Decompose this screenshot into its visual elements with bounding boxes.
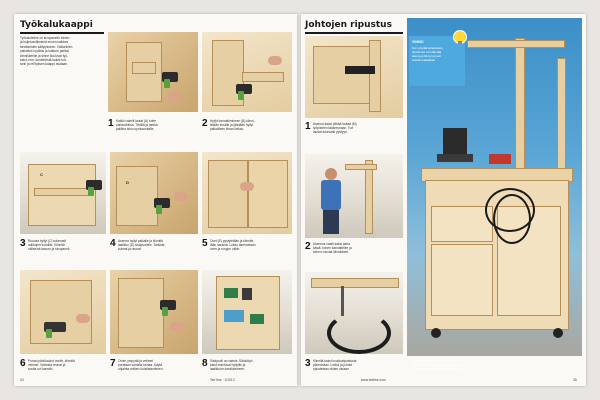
step-1-number: 1 <box>108 118 114 129</box>
step-5-photo <box>202 152 292 234</box>
left-folio-number: 34 <box>20 378 24 382</box>
step-8-caption: Sisäpuoli on valmis. Sähkötyö- kalut mahtuvat hyllyille ja laatikkoon tarvikkeineen. <box>210 359 254 372</box>
ripustus-step-2-photo <box>305 154 403 238</box>
ripustus-step-2-number: 2 <box>305 241 311 252</box>
tip-text: Kun pöytää kuljetetaan, ripustimet voi kääntää alas ja johdot pysyvät siististi paikallaan. <box>412 46 444 62</box>
left-title-rule <box>20 32 104 34</box>
step-6-number: 6 <box>20 358 26 369</box>
left-folio-issue: Tee Itse · 1/2013 <box>210 378 235 382</box>
step-8-number: 8 <box>202 358 208 369</box>
right-folio-number: 35 <box>573 378 577 382</box>
step-7-number: 7 <box>110 358 116 369</box>
right-section-title: Johtojen ripustus <box>305 20 392 30</box>
step-3-photo: C <box>20 152 106 234</box>
step-6-caption: Poraa työntöaukot ovelle, kiinnitä vetimet. Vahvista reunat ja sovita ovi karmiin. <box>28 359 75 372</box>
step-4-photo: D <box>110 152 198 234</box>
ripustus-step-3-number: 3 <box>305 358 311 369</box>
right-folio-site: www.teeitse.com <box>361 378 386 382</box>
step-6-photo <box>20 270 106 354</box>
lightbulb-icon <box>453 30 467 44</box>
step-2-photo <box>202 32 292 112</box>
tip-heading: VINKKI <box>412 40 424 44</box>
step-3-caption: Ruuvaa hyllyt (C) tukevasti aukkojen kohdille. Kiinnitä väliseinä tasoon ja sivupaneli. <box>28 239 71 252</box>
workbench-cart-caption: Kiinteä työpiste liikkuu kätevästi pyörien ansiosta, ja johdot pysyvät ripustimien avulla poissa lattialta. <box>414 359 463 372</box>
step-5-number: 5 <box>202 238 208 249</box>
step-3-number: 3 <box>20 238 26 249</box>
ripustus-step-1-caption: Asenna kaksi pitkää lautaa (M) työpisteen takareunaan. Tue laudat tukevasti pystyyn. <box>313 122 357 135</box>
step-8-photo <box>202 270 292 354</box>
left-section-title: Työkalukaappi <box>20 20 93 30</box>
ripustus-step-3-photo <box>305 272 403 354</box>
right-page <box>301 14 586 386</box>
left-intro-text: Työkaluteline on sivupanelin toinen ja kuljetusvälineinä ennen kaikkea tarvikkeiden säilytykseen. Väliseinien paikoitus hyväksi ja kattoon pariksi kiinnikkeelle ja sinne kuuluvat työ- kalut, mm. konetiivistä laukki toh- turin ja rei'ityksen kaappi avataan. <box>20 36 73 67</box>
left-page <box>14 14 297 386</box>
ripustus-step-2-caption: Asennus vaatii kaksi paria käsiä: toinen kannattelee ja toinen ruuvaa kiinnikkeet. <box>313 242 352 255</box>
step-4-caption: Asenna hyllyt paikalle ja kiinnitä laatikko (D) sisäpuolelle. Tarkista kulmat ja reunat. <box>118 239 165 252</box>
ripustus-step-3-caption: Kiinnitä kaksi koukkuripustusta yläreunaan. Letkut ja johdot ripustetaan niiden varaan. <box>313 359 357 372</box>
step-5-caption: Ovet (E) pystytetään ja kiinnite- tään saranat. Lukko asennetaan oven ja rungon väliin. <box>210 239 256 252</box>
step-2-number: 2 <box>202 118 208 129</box>
ripustus-step-1-number: 1 <box>305 121 311 132</box>
step-2-caption: Hyllyt kannattimineen (B) kiinni- tetään sivuille ja jätetään hyllyt paikoilleen ilman liimaa. <box>210 119 255 132</box>
ripustus-step-1-photo <box>305 36 403 118</box>
step-7-caption: Ovien ympyrät ja vetimet porataan samalla kertaa. Käytä ohjainta reikien kohdistamiseen. <box>118 359 164 372</box>
step-4-number: 4 <box>110 238 116 249</box>
step-7-photo <box>110 270 198 354</box>
step-1-caption: Kaikki valmiit lautat (A) tulee paikkoihinsa. Tiiviillä ja tarkka palikka istuu upotusrukalle. <box>116 119 158 132</box>
right-title-rule <box>305 32 403 34</box>
step-1-photo <box>108 32 198 112</box>
